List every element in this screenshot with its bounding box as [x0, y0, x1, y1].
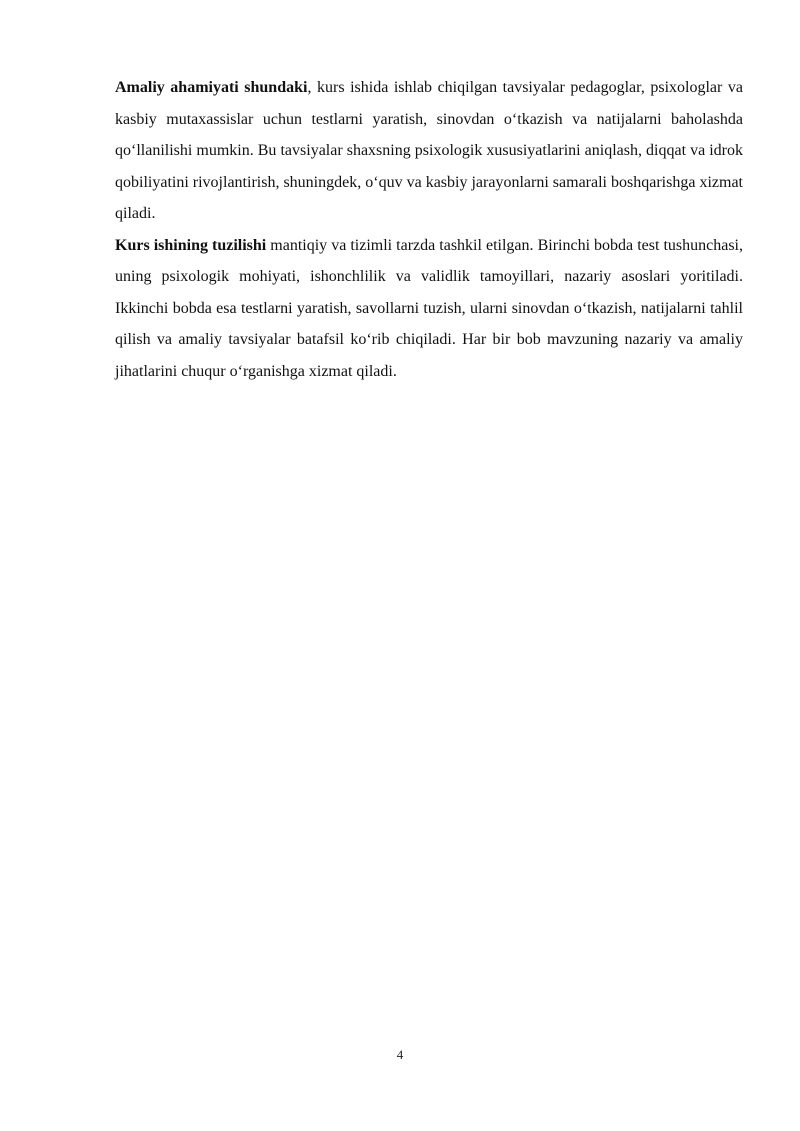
paragraph-text: mantiqiy va tizimli tarzda tashkil etilgan. Birinchi bobda test tushunchasi, uning psixologik mohiyati, ishonchlilik va validlik tamoyillari, nazariy asoslari yoritiladi. Ikkinchi bobda esa testlarni yaratish, savollarni tuzish, ularni sinovdan o‘tkazish, natijalarni tahlil qilish va amaliy tavsiyalar batafsil ko‘rib chiqiladi. Har bir bob mavzuning nazariy va amaliy jihatlarini chuqur o‘rganishga xizmat qiladi.	[115, 236, 743, 380]
paragraph-course-structure	[115, 230, 743, 388]
document-body	[115, 72, 743, 387]
page-number: 4	[396, 1047, 404, 1062]
paragraph-practical-significance	[115, 72, 743, 230]
paragraph-heading-bold: Kurs ishining tuzilishi	[115, 236, 267, 254]
paragraph-heading-bold: Amaliy ahamiyati shundaki	[115, 79, 308, 96]
paragraph-text: , kurs ishida ishlab chiqilgan tavsiyalar pedagoglar, psixologlar va kasbiy mutaxassislar uchun testlarni yaratish, sinovdan o‘tkazish va natijalarni baholashda qo‘llanilishi mumkin. Bu tavsiyalar shaxsning psixologik xususiyatlarini aniqlash, diqqat va idrok qobiliyatini rivojlantirish, shuningdek, o‘quv va kasbiy jarayonlarni samarali boshqarishga xizmat qiladi.	[115, 79, 743, 222]
